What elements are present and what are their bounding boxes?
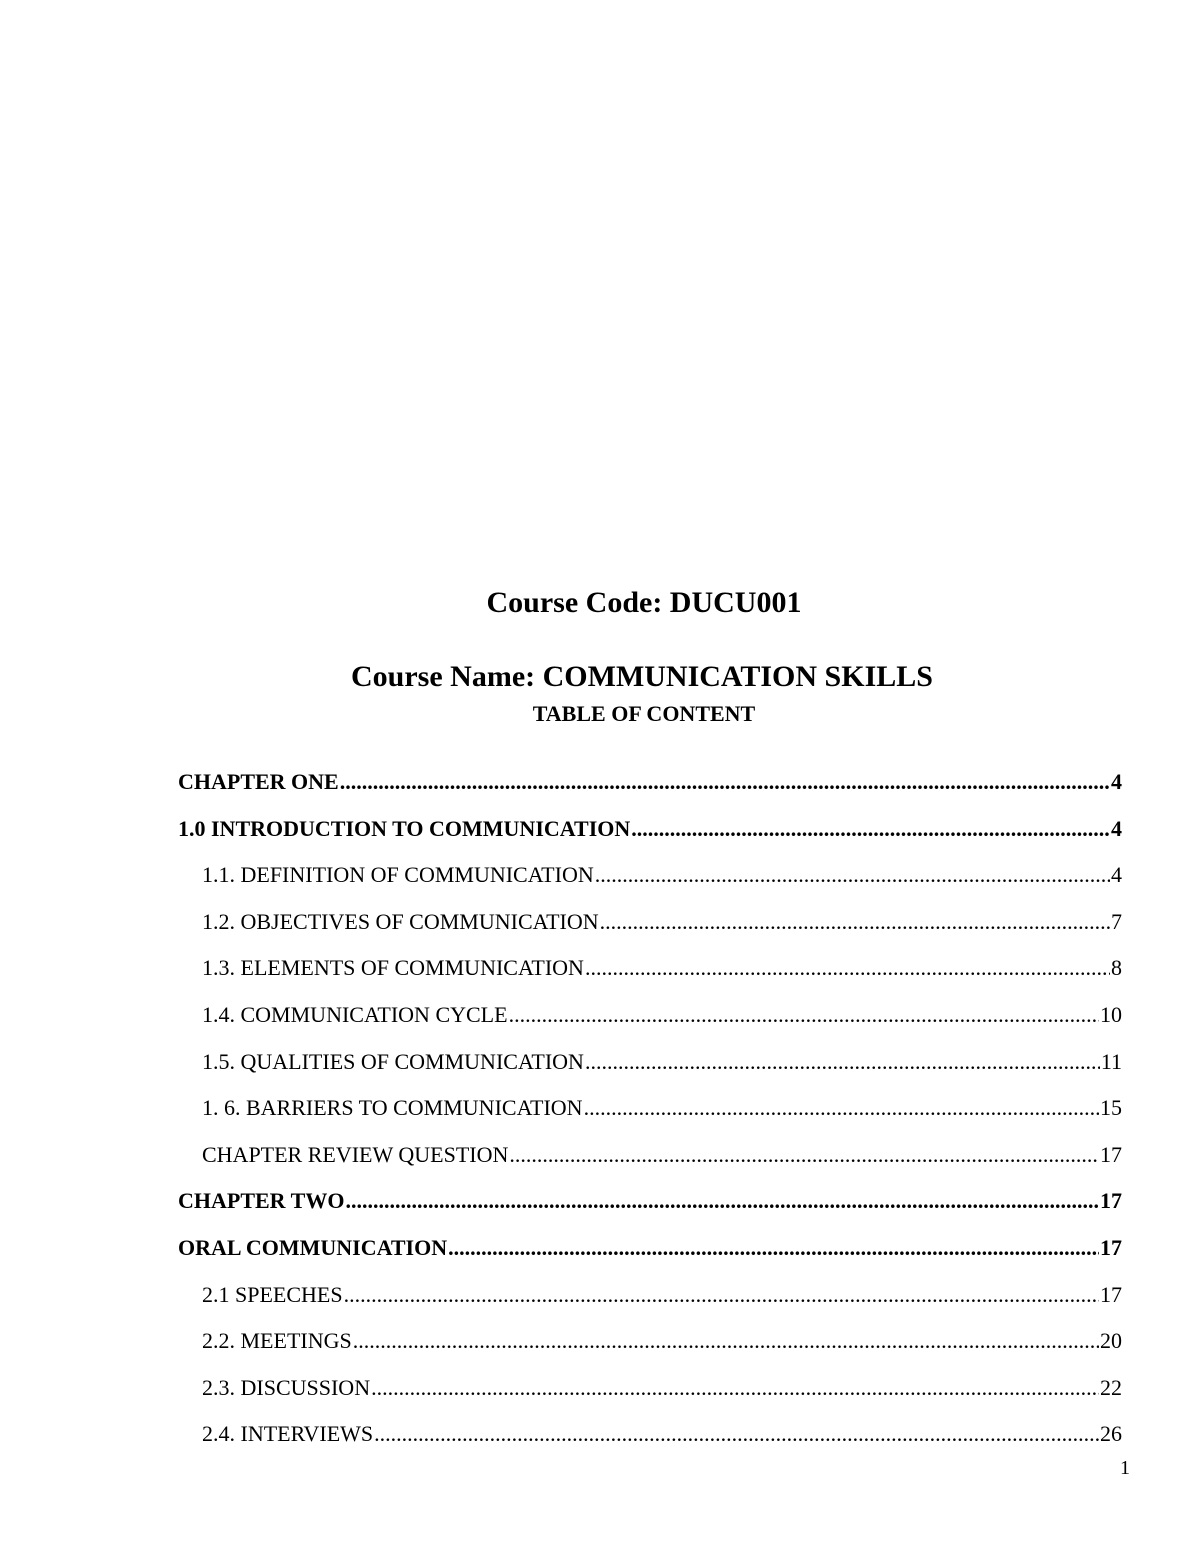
toc-entry-label: 2.3. DISCUSSION (202, 1374, 371, 1400)
toc-entry[interactable] (178, 1044, 1122, 1091)
toc-dot-leader (345, 1183, 1099, 1219)
toc-entry-page: 17 (1100, 1141, 1122, 1167)
toc-entry-label: 1. 6. BARRIERS TO COMMUNICATION (202, 1095, 583, 1121)
toc-entry[interactable] (178, 997, 1122, 1044)
toc-entry-page: 10 (1100, 1001, 1122, 1027)
toc-entry[interactable] (178, 1090, 1122, 1137)
toc-dot-leader (353, 1323, 1099, 1359)
toc-entry-page: 4 (1111, 815, 1122, 841)
toc-entry[interactable] (178, 1230, 1122, 1277)
page-number: 1 (1120, 1457, 1130, 1479)
table-of-contents (178, 764, 1122, 1463)
toc-entry[interactable] (178, 811, 1122, 858)
toc-entry-label: ORAL COMMUNICATION (178, 1234, 448, 1260)
toc-entry-page: 7 (1111, 908, 1122, 934)
toc-entry[interactable] (178, 764, 1122, 811)
toc-entry-label: 2.2. MEETINGS (202, 1328, 352, 1354)
toc-entry-label: 1.5. QUALITIES OF COMMUNICATION (202, 1048, 584, 1074)
toc-entry-label: 1.3. ELEMENTS OF COMMUNICATION (202, 955, 584, 981)
toc-entry-label: 2.1 SPEECHES (202, 1281, 343, 1307)
toc-entry-page: 4 (1111, 769, 1122, 794)
toc-entry[interactable] (178, 857, 1122, 904)
toc-dot-leader (600, 904, 1110, 940)
toc-dot-leader (585, 1044, 1100, 1080)
toc-title: TABLE OF CONTENT (532, 701, 756, 726)
toc-dot-leader (340, 764, 1110, 800)
toc-dot-leader (344, 1277, 1099, 1313)
toc-entry-page: 15 (1100, 1095, 1122, 1121)
toc-entry[interactable] (178, 1323, 1122, 1370)
toc-entry-label: CHAPTER REVIEW QUESTION (202, 1141, 509, 1167)
toc-entry-page: 20 (1100, 1328, 1122, 1354)
toc-entry[interactable] (178, 950, 1122, 997)
toc-entry-label: CHAPTER TWO (178, 1188, 345, 1214)
toc-entry[interactable] (178, 1277, 1122, 1324)
toc-dot-leader (371, 1370, 1099, 1406)
toc-dot-leader (374, 1416, 1099, 1452)
toc-entry-page: 17 (1100, 1234, 1122, 1260)
toc-entry-label: 1.2. OBJECTIVES OF COMMUNICATION (202, 908, 599, 934)
toc-entry-label: 1.0 INTRODUCTION TO COMMUNICATION (178, 815, 631, 841)
toc-dot-leader (585, 950, 1110, 986)
toc-entry-page: 17 (1100, 1281, 1122, 1307)
toc-dot-leader (595, 857, 1110, 893)
toc-dot-leader (584, 1090, 1099, 1126)
toc-entry-page: 17 (1100, 1188, 1122, 1214)
toc-entry-label: 1.1. DEFINITION OF COMMUNICATION (202, 862, 594, 888)
toc-entry[interactable] (178, 904, 1122, 951)
toc-entry[interactable] (178, 1137, 1122, 1184)
toc-dot-leader (509, 997, 1099, 1033)
toc-entry-page: 22 (1100, 1374, 1122, 1400)
toc-entry-page: 8 (1111, 955, 1122, 981)
toc-entry[interactable] (178, 1370, 1122, 1417)
toc-dot-leader (509, 1137, 1099, 1173)
toc-dot-leader (631, 811, 1110, 847)
toc-entry-page: 26 (1100, 1421, 1122, 1447)
toc-entry-label: 2.4. INTERVIEWS (202, 1421, 374, 1447)
toc-entry[interactable] (178, 1183, 1122, 1230)
course-name: Course Name: COMMUNICATION SKILLS (351, 660, 933, 693)
toc-dot-leader (448, 1230, 1099, 1266)
toc-entry-page: 11 (1100, 1048, 1122, 1074)
toc-entry-label: 1.4. COMMUNICATION CYCLE (202, 1001, 508, 1027)
toc-entry[interactable] (178, 1416, 1122, 1463)
toc-entry-page: 4 (1111, 862, 1122, 888)
course-code: Course Code: DUCU001 (486, 586, 802, 619)
toc-entry-label: CHAPTER ONE (178, 769, 339, 794)
